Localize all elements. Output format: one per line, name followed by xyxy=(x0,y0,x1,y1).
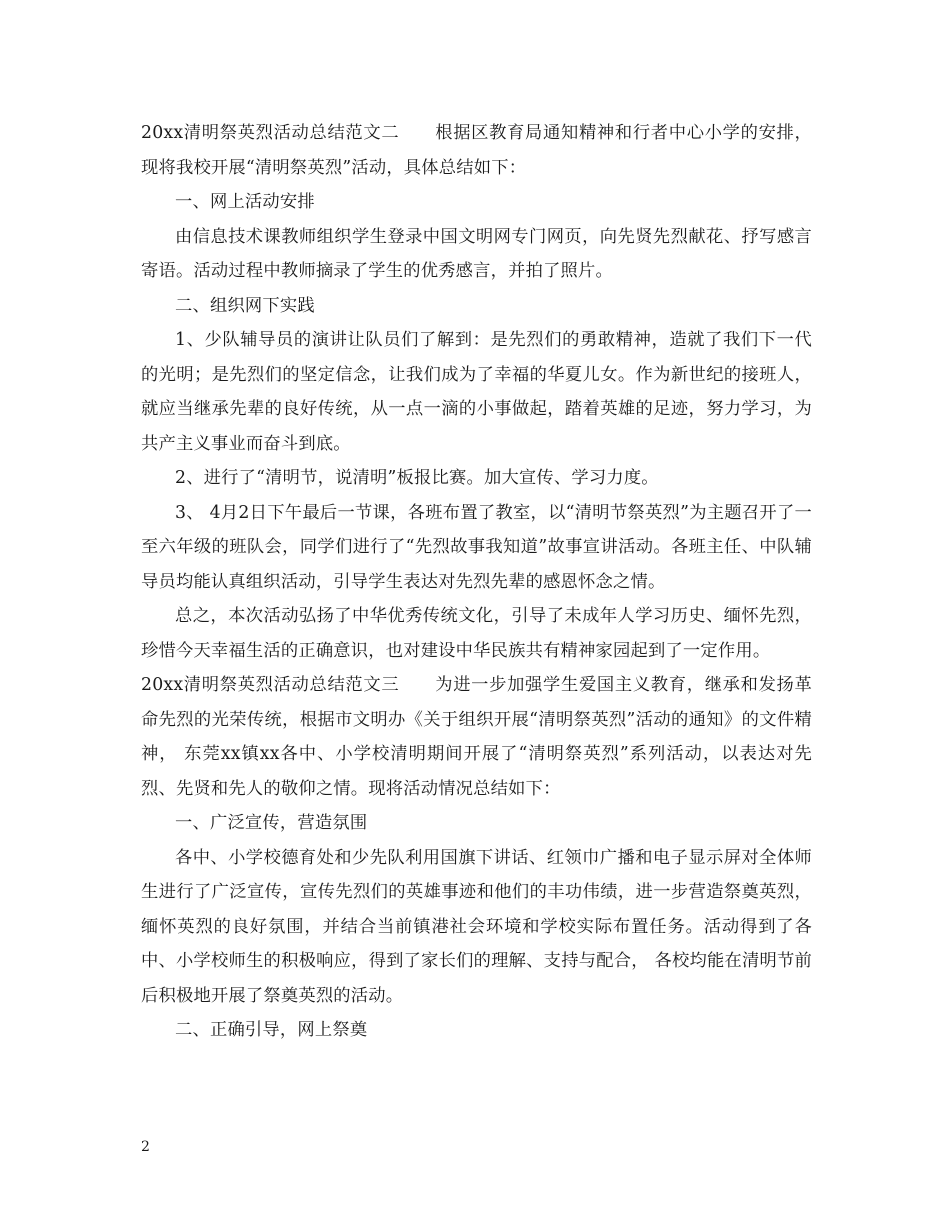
paragraph-summary: 总之，本次活动弘扬了中华优秀传统文化，引导了未成年人学习历史、缅怀先烈，珍惜今天幸福生活的正确意识，也对建设中华民族共有精神家园起到了一定作用。 xyxy=(141,606,812,661)
section-heading-online-activity: 一、网上活动安排 xyxy=(175,192,315,212)
section-heading-online-tribute: 二、正确引导，网上祭奠 xyxy=(175,1020,368,1040)
paragraph: 各中、小学校德育处和少先队利用国旗下讲话、红领巾广播和电子显示屏对全体师生进行了广泛宣传，宣传先烈们的英雄事迹和他们的丰功伟绩，进一步营造祭奠英烈，缅怀英烈的良好氛围，并结合当前镇港社会环境和学校实际布置任务。活动得到了各中、小学校师生的积极响应，得到了家长们的理解、支持与配合， 各校均能在清明节前后积极地开展了祭奠英烈的活动。 xyxy=(141,847,812,1006)
paragraph: 由信息技术课教师组织学生登录中国文明网专门网页，向先贤先烈献花、抒写感言寄语。活动过程中教师摘录了学生的优秀感言，并拍了照片。 xyxy=(141,226,812,281)
paragraph-heading-fanwen-san: 20xx清明祭英烈活动总结范文三 为进一步加强学生爱国主义教育，继承和发扬革命先烈的光荣传统，根据市文明办《关于组织开展“清明祭英烈”活动的通知》的文件精神， 东莞xx镇xx各中、小学校清明期间开展了“清明祭英烈”系列活动，以表达对先烈、先贤和先人的敬仰之情。现将活动情况总结如下： xyxy=(141,675,812,799)
page-number: 2 xyxy=(141,1139,150,1155)
paragraph: 2、进行了“清明节，说清明”板报比赛。加大宣传、学习力度。 xyxy=(175,468,659,488)
paragraph: 1、少队辅导员的演讲让队员们了解到：是先烈们的勇敢精神，造就了我们下一代的光明；是先烈们的坚定信念，让我们成为了幸福的华夏儿女。作为新世纪的接班人，就应当继承先辈的良好传统，从一点一滴的小事做起，踏着英雄的足迹，努力学习，为共产主义事业而奋斗到底。 xyxy=(141,330,812,454)
paragraph-heading-fanwen-er: 20xx清明祭英烈活动总结范文二 根据区教育局通知精神和行者中心小学的安排，现将我校开展“清明祭英烈”活动，具体总结如下： xyxy=(141,123,812,178)
section-heading-publicity: 一、广泛宣传，营造氛围 xyxy=(175,813,368,833)
document-body xyxy=(141,116,812,1048)
paragraph: 3、 4月2日下午最后一节课，各班布置了教室，以“清明节祭英烈”为主题召开了一至六年级的班队会，同学们进行了“先烈故事我知道”故事宣讲活动。各班主任、中队辅导员均能认真组织活动，引导学生表达对先烈先辈的感恩怀念之情。 xyxy=(141,502,812,592)
section-heading-offline-practice: 二、组织网下实践 xyxy=(175,295,315,316)
